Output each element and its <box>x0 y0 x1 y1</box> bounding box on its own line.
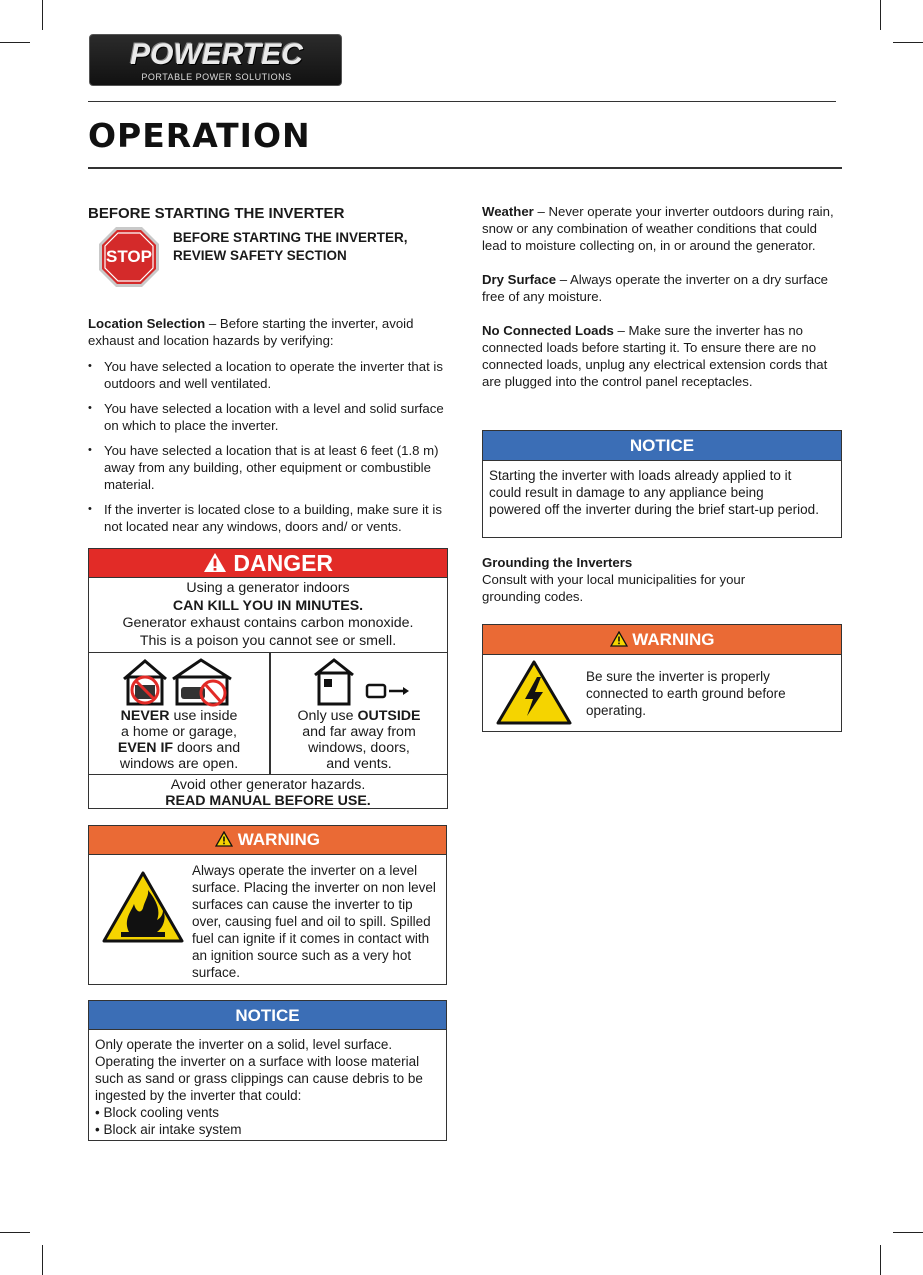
alert-triangle-icon <box>203 552 227 573</box>
crop-mark <box>880 0 881 30</box>
crop-mark <box>42 1245 43 1275</box>
location-checklist <box>88 358 448 535</box>
list-item: • Block air intake system <box>95 1122 242 1137</box>
doors-text: doors and <box>173 740 241 756</box>
danger-line1: Using a generator indoors <box>186 580 350 596</box>
flammable-hazard-icon <box>101 870 185 944</box>
stop-sign-text: STOP <box>106 247 152 266</box>
no-loads-label: No Connected Loads <box>482 323 614 338</box>
even-if-word: EVEN IF <box>117 740 174 756</box>
ground-warning-panel <box>482 624 842 732</box>
notice-text: Starting the inverter with loads already applied to it could result in damage to any appliance being powered off the inverter during the brief start-up period. <box>489 468 819 517</box>
list-item: • Block cooling vents <box>95 1105 220 1120</box>
use-inside-text: use inside <box>169 708 238 724</box>
danger-footer-line1: Avoid other generator hazards. <box>170 777 366 793</box>
stop-notice <box>88 226 448 288</box>
danger-message <box>89 578 447 653</box>
surface-notice-panel <box>88 1000 447 1141</box>
windows-doors-text: windows, doors, <box>308 740 410 756</box>
warning-triangle-icon <box>215 831 233 847</box>
stop-message-line1: BEFORE STARTING THE INVERTER, <box>173 230 408 245</box>
weather-text: – Never operate your inverter outdoors during rain, snow or any combination of weather conditions that could lead to moisture collecting on, in or around the generator. <box>482 204 834 253</box>
only-use-text: Only use <box>297 708 358 724</box>
dry-surface-paragraph <box>482 271 842 305</box>
danger-header <box>89 549 447 578</box>
dry-surface-label: Dry Surface <box>482 272 557 287</box>
outside-only-text <box>270 708 448 772</box>
danger-panel <box>88 548 448 809</box>
danger-title: DANGER <box>233 550 334 576</box>
left-column <box>88 205 448 543</box>
stop-message <box>173 229 408 265</box>
weather-paragraph <box>482 203 842 254</box>
vents-text: and vents. <box>326 756 392 772</box>
list-item: • If the inverter is located close to a building, make sure it is not located near any windows, doors and/ or vents. <box>88 501 448 535</box>
danger-pictograms <box>89 653 447 775</box>
section-heading: BEFORE STARTING THE INVERTER <box>88 205 345 222</box>
right-column <box>482 203 842 390</box>
location-paragraph <box>88 315 448 349</box>
never-word: NEVER <box>120 708 170 724</box>
outdoor-use-icon <box>311 657 411 707</box>
warning-header <box>89 826 446 855</box>
crop-mark <box>893 1232 923 1233</box>
grounding-heading: Grounding the Inverters <box>482 555 633 570</box>
danger-footer-line2: READ MANUAL BEFORE USE. <box>165 793 371 809</box>
crop-mark <box>0 42 30 43</box>
list-item: • You have selected a location that is at least 6 feet (1.8 m) away from any building, other equipment or combustible material. <box>88 442 448 493</box>
title-divider <box>88 167 842 169</box>
danger-footer <box>89 775 447 809</box>
brand-logo <box>89 34 342 86</box>
warning-title: WARNING <box>632 630 715 649</box>
warning-text: Be sure the inverter is properly connected to earth ground before operating. <box>586 669 786 718</box>
location-text: – Before starting the inverter, avoid exhaust and location hazards by verifying: <box>88 316 414 348</box>
electric-shock-icon <box>495 659 573 726</box>
home-garage-text: a home or garage, <box>121 724 237 740</box>
notice-body <box>95 1036 440 1138</box>
crop-mark <box>42 0 43 30</box>
no-loads-paragraph <box>482 322 842 390</box>
warning-triangle-icon <box>610 631 628 647</box>
warning-header <box>483 625 841 655</box>
list-item: • You have selected a location with a level and solid surface on which to place the inverter. <box>88 400 448 434</box>
notice-header: NOTICE <box>89 1001 446 1030</box>
far-away-text: and far away from <box>302 724 416 740</box>
list-item: • You have selected a location to operate the inverter that is outdoors and well ventilated. <box>88 358 448 392</box>
crop-mark <box>893 42 923 43</box>
no-indoor-use-icon <box>121 657 241 707</box>
danger-line4: This is a poison you cannot see or smell. <box>139 632 397 649</box>
brand-tagline: PORTABLE POWER SOLUTIONS <box>141 72 292 82</box>
fire-warning-panel <box>88 825 447 985</box>
grounding-section <box>482 554 842 605</box>
stop-message-line2: REVIEW SAFETY SECTION <box>173 248 347 263</box>
notice-header: NOTICE <box>483 431 841 461</box>
header-divider <box>88 101 836 102</box>
loads-notice-panel <box>482 430 842 538</box>
crop-mark <box>0 1232 30 1233</box>
weather-label: Weather <box>482 204 534 219</box>
warning-title: WARNING <box>237 830 320 849</box>
location-label: Location Selection <box>88 316 206 331</box>
warning-text: Always operate the inverter on a level surface. Placing the inverter on non level surfaces can cause the inverter to tip over, causing fuel and oil to spill. Spilled fuel can ignite if it comes in contact with an ignition source such as a very hot surface. <box>192 863 436 980</box>
dry-surface-text: – Always operate the inverter on a dry surface free of any moisture. <box>482 272 828 304</box>
grounding-text: Consult with your local municipalities for your grounding codes. <box>482 572 746 604</box>
brand-name: POWERTEC <box>130 38 303 71</box>
outside-word: OUTSIDE <box>357 708 421 724</box>
windows-open-text: windows are open. <box>119 756 239 772</box>
danger-line3: Generator exhaust contains carbon monoxide. <box>122 615 414 631</box>
page-title: OPERATION <box>88 116 311 155</box>
no-loads-text: – Make sure the inverter has no connected loads before starting it. To ensure there are no connected loads, unplug any electrical extension cords that are plugged into the control panel receptacles. <box>482 323 828 389</box>
notice-text: Only operate the inverter on a solid, level surface. Operating the inverter on a surface with loose material such as sand or grass clippings can cause debris to be ingested by the inverter that could: <box>95 1037 423 1103</box>
never-indoors-text <box>89 708 269 772</box>
danger-line2: CAN KILL YOU IN MINUTES. <box>172 597 364 614</box>
crop-mark <box>880 1245 881 1275</box>
